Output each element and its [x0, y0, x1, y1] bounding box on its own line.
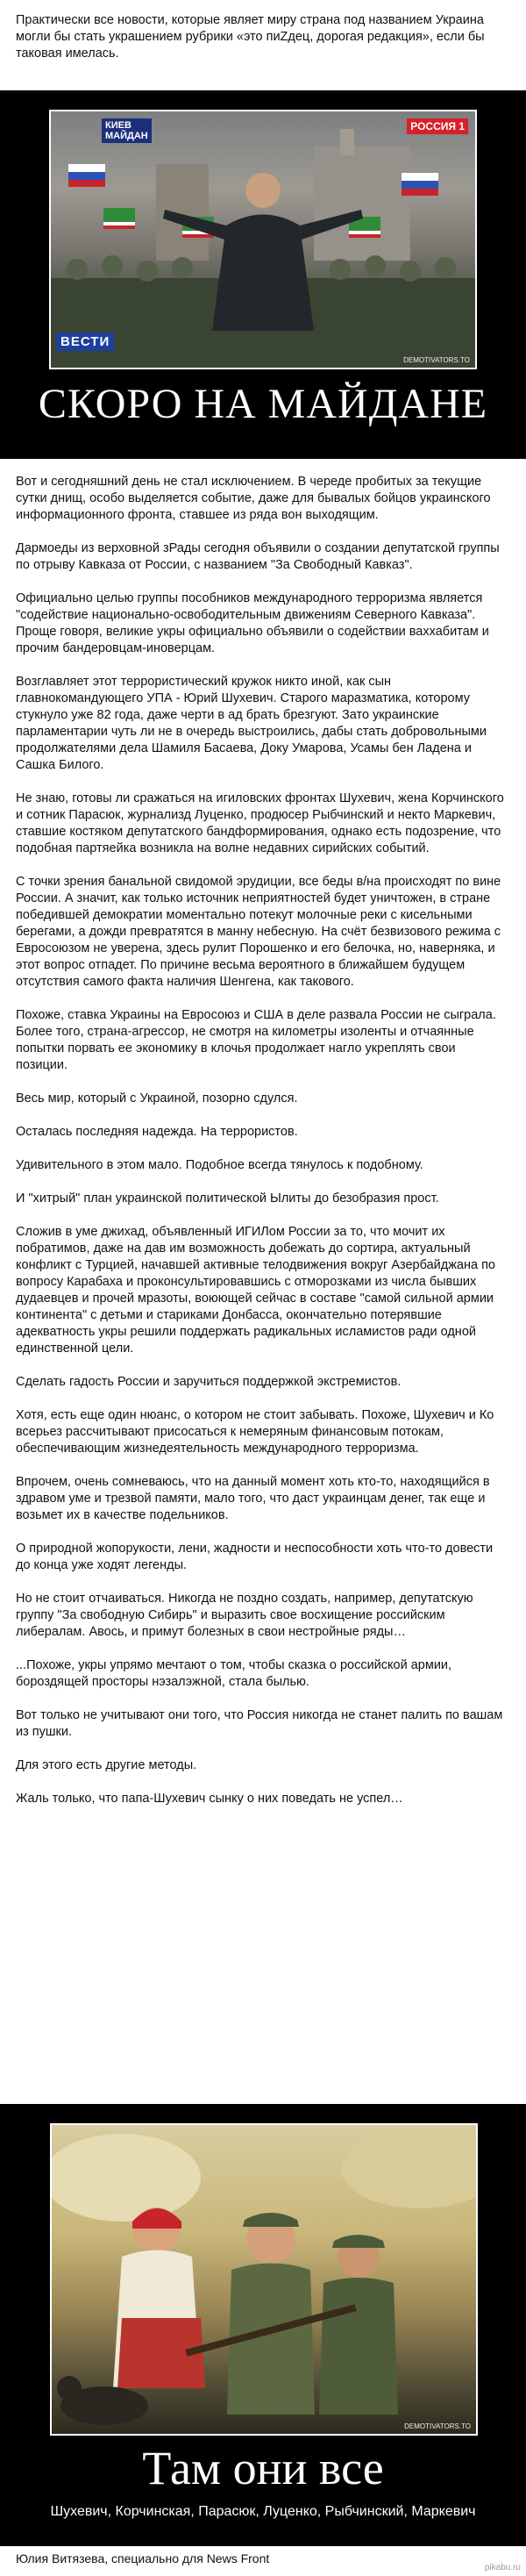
paragraph: С точки зрения банальной свидомой эрудиции, все беды в/на происходят по вине России. А значит, как только источник неприятностей будет уничтожен, в стране победившей демократии моментально потекут молочные реки с кисельными берегами, а дожди превратятся в манну небесную. На счёт безвизового режима с Евросоюзом не уверена, здесь рулит Порошенко и его белочка, но, наверняка, и этот вопрос отпадет. По причине весьма вероятного в ближайшем будущем отсутствия самого факта наличия Шенгена, как такового.: [16, 875, 501, 989]
vesti-logo: ВЕСТИ: [56, 333, 114, 351]
paragraph: Для этого есть другие методы.: [16, 1758, 197, 1772]
paragraph: Похоже, ставка Украины на Евросоюз и США в деле развала России не сыграла. Более того, страна-агрессор, не смотря на километры изоленты и отчаянные попытки порвать ее экономику в клочья продолжает нагло укреплять свои позиции.: [16, 1008, 496, 1072]
paragraph: И "хитрый" план украинской политической Ылиты до безобразия прост.: [16, 1191, 439, 1206]
paragraph: Весь мир, который с Украиной, позорно сдулся.: [16, 1091, 298, 1106]
intro-text: Практически все новости, которые являет миру страна под названием Украина могли бы стать украшением рубрики «это пиZдец, дорогая редакция», если бы таковая имелась.: [16, 13, 485, 61]
bottom-photo-frame: [50, 2123, 478, 2436]
top-photo-illustration: [51, 111, 475, 368]
top-caption: СКОРО НА МАЙДАНЕ: [38, 381, 488, 427]
bottom-subcaption: Шухевич, Корчинская, Парасюк, Луценко, Рыбчинский, Маркевич: [50, 2504, 476, 2519]
paragraph: Сделать гадость России и заручиться поддержкой экстремистов.: [16, 1375, 402, 1389]
poster-watermark: DEMOTIVATORS.TO: [404, 2422, 471, 2430]
bottom-poster-illustration: [52, 2125, 476, 2434]
footer-author: Юлия Витязева, специально для News Front: [16, 2551, 270, 2565]
top-photo-maidan-scene: [51, 111, 475, 368]
paragraph: Не знаю, готовы ли сражаться на игиловских фронтах Шухевич, жена Корчинского и сотник Парасюк, журнализд Луценко, продюсер Рыбчинский и некто Маркевич, ставшие костяком депутатского бандформирования, однако есть подозрение, что подобная партяейка возникла на волне недавних сирийских событий.: [16, 791, 504, 855]
paragraph: Впрочем, очень сомневаюсь, что на данный момент хоть кто-то, находящийся в здравом уме и трезвой памяти, мало того, что даст украинцам денег, так еще и возьмет их в качестве подельников.: [16, 1475, 490, 1522]
paragraph: Дармоеды из верховной зРады сегодня объявили о создании депутатской группы по отрыву Кавказа от России, с названием "За Свободный Кавказ".: [16, 541, 500, 572]
demotivator-bottom: [0, 2104, 526, 2546]
paragraph: Сложив в уме джихад, объявленный ИГИЛом России за то, что мочит их побратимов, даже на дав им возможность добежать до сортира, актуальный конфликт с Турцией, начавшей активные телодвижения вокруг Азербайджана по вопросу Карабаха и проконсультировавшись с отморозками из числа бывших дудаевцев и прочей мразоты, воюющей сейчас в составе "самой сильной армии континента" с детьми и стариками Донбасса, окончательно потерявшие адекватность укры решили поддержать радикальных исламистов ради одной единственной цели.: [16, 1225, 495, 1356]
paragraph: Жаль только, что папа-Шухевич сынку о них поведать не успел…: [16, 1792, 403, 1806]
paragraph: Официально целью группы пособников международного терроризма является "содействие национально-освободительным движениям Северного Кавказа". Проще говоря, великие укры официально объявили о содействии ваххабитам и прочим бандеровцам-иноверцам.: [16, 591, 489, 655]
demotivator-top: [0, 90, 526, 459]
bottom-caption: Там они все: [142, 2442, 384, 2494]
paragraph: О природной жопорукости, лени, жадности и неспособности хоть что-то довести до конца уже ходят легенды.: [16, 1542, 494, 1572]
article-body: [16, 474, 507, 1824]
channel-logo: РОССИЯ 1: [407, 118, 468, 134]
bottom-poster-scene: [52, 2125, 476, 2434]
paragraph: ...Похоже, укры упрямо мечтают о том, чтобы сказка о российской армии, бороздящей просторы нэзалэжной, стала былью.: [16, 1658, 452, 1689]
paragraph: Но не стоит отчаиваться. Никогда не поздно создать, например, депутатскую группу "За свободную Сибирь" и выразить свое восхищение российским либералам. Авось, и примут болезных в свои нестройные ряды…: [16, 1592, 473, 1639]
site-watermark: pikabu.ru: [484, 2563, 521, 2572]
paragraph: Вот и сегодняшний день не стал исключением. В череде пробитых за текущие сутки днищ, особо выделяется событие, даже для бывалых бойцов украинского информационного фронта, ставшее из ряда вон выходящим.: [16, 475, 491, 522]
paragraph: Вот только не учитывают они того, что Россия никогда не станет палить по вашам из пушки.: [16, 1708, 503, 1739]
photo-watermark: DEMOTIVATORS.TO: [403, 356, 470, 364]
location-overlay: КИЕВ МАЙДАН: [102, 118, 152, 143]
paragraph: Удивительного в этом мало. Подобное всегда тянулось к подобному.: [16, 1158, 423, 1172]
top-photo-frame: [49, 110, 477, 369]
paragraph: Хотя, есть еще один нюанс, о котором не стоит забывать. Похоже, Шухевич и Ко всерьез рассчитывают присосаться к немеряным финансовым потокам, обеспечивающим жизнедеятельность международного терроризма.: [16, 1408, 494, 1456]
paragraph: Осталась последняя надежда. На террористов.: [16, 1125, 298, 1139]
paragraph: Возглавляет этот террористический кружок никто иной, как сын главнокомандующего УПА - Юрий Шухевич. Старого маразматика, которому стукнуло уже 82 года, даже черти в ад брать брезгуют. Зато украинские парламентарии чуть ли не в очередь выстроились, дабы стать добровольными продолжателями дела Шамиля Басаева, Доку Умарова, Усамы бен Ладена и Сашка Билого.: [16, 675, 487, 772]
